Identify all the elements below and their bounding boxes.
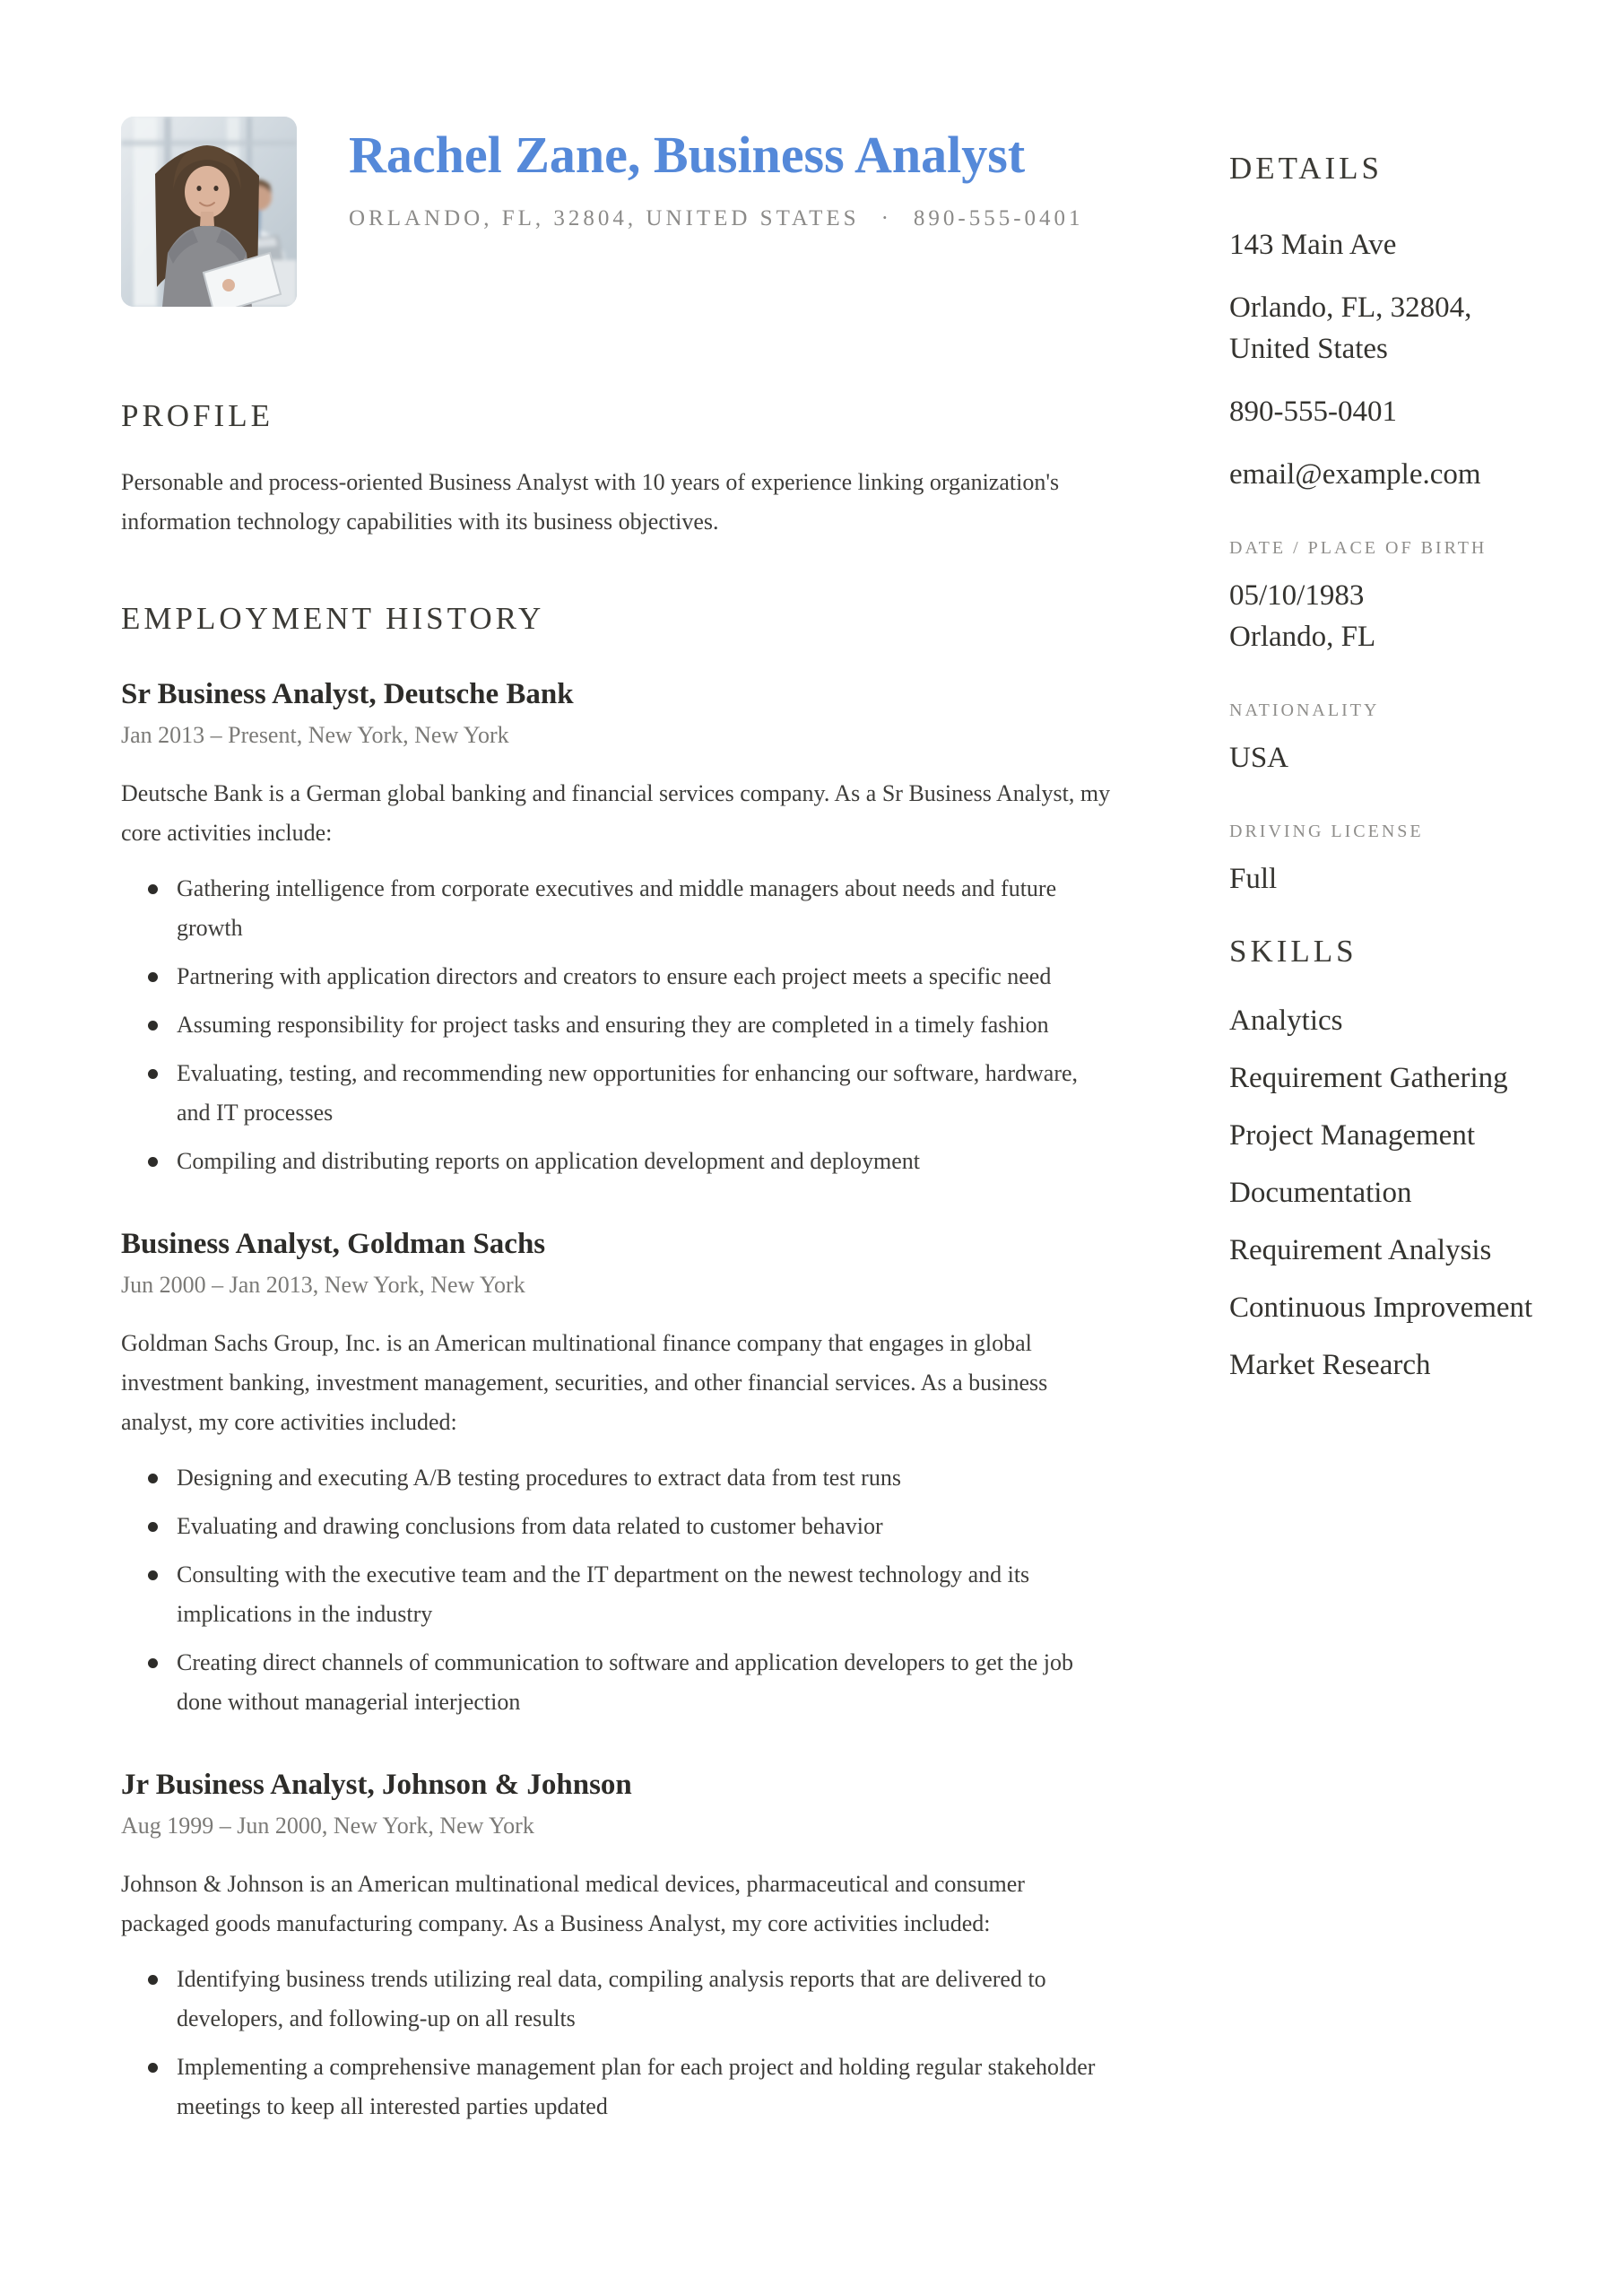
bullet-item: Designing and executing A/B testing procedures to extract data from test runs bbox=[121, 1458, 1116, 1498]
job-dates-location: Jan 2013 – Present, New York, New York bbox=[121, 722, 509, 748]
skill-item: Continuous Improvement bbox=[1229, 1292, 1533, 1324]
job-description: Deutsche Bank is a German global banking and financial services company. As a Sr Business Analyst, my core activities include: bbox=[121, 780, 1111, 846]
bullet-item: Assuming responsibility for project tasks and ensuring they are completed in a timely fashion bbox=[121, 1005, 1116, 1045]
bullet-item: Evaluating and drawing conclusions from data related to customer behavior bbox=[121, 1507, 1116, 1546]
main-column bbox=[121, 117, 1152, 2135]
header-subtitle bbox=[349, 206, 1084, 231]
bullet-item: Partnering with application directors and creators to ensure each project meets a specific need bbox=[121, 957, 1116, 996]
profile-text: Personable and process-oriented Business Analyst with 10 years of experience linking organization's information technology capabilities with its business objectives. bbox=[121, 469, 1060, 535]
employment-heading: EMPLOYMENT HISTORY bbox=[121, 601, 545, 636]
skill-item: Requirement Gathering bbox=[1229, 1062, 1508, 1094]
skills-list bbox=[1229, 1000, 1559, 1386]
nationality-label: NATIONALITY bbox=[1229, 700, 1380, 720]
job-entry-johnson-johnson bbox=[121, 1769, 1152, 2126]
bullet-item: Identifying business trends utilizing real data, compiling analysis reports that are delivered to developers, and following-up on all results bbox=[121, 1960, 1116, 2039]
job-dates-location: Aug 1999 – Jun 2000, New York, New York bbox=[121, 1813, 534, 1839]
name-title: Rachel Zane, Business Analyst bbox=[349, 126, 1026, 184]
resume-header bbox=[121, 117, 1152, 307]
job-bullet-list bbox=[121, 1960, 1116, 2126]
birth-value bbox=[1229, 575, 1559, 657]
details-heading: DETAILS bbox=[1229, 151, 1383, 186]
skill-item: Market Research bbox=[1229, 1349, 1431, 1381]
bullet-item: Creating direct channels of communication to software and application developers to get the job done without managerial interjection bbox=[121, 1643, 1116, 1722]
job-bullet-list bbox=[121, 869, 1116, 1181]
bullet-item: Gathering intelligence from corporate executives and middle managers about needs and future growth bbox=[121, 869, 1116, 948]
job-title: Sr Business Analyst, Deutsche Bank bbox=[121, 678, 574, 710]
birth-place: Orlando, FL bbox=[1229, 621, 1376, 653]
birth-label: DATE / PLACE OF BIRTH bbox=[1229, 538, 1488, 558]
header-separator-dot: · bbox=[880, 205, 892, 230]
header-text bbox=[349, 117, 1084, 231]
detail-phone: 890-555-0401 bbox=[1229, 396, 1397, 428]
profile-photo bbox=[121, 117, 297, 307]
skill-item: Requirement Analysis bbox=[1229, 1234, 1492, 1266]
profile-heading: PROFILE bbox=[121, 398, 273, 433]
skill-item: Project Management bbox=[1229, 1119, 1475, 1152]
detail-address-line2: Orlando, FL, 32804, United States bbox=[1229, 291, 1472, 365]
job-bullet-list bbox=[121, 1458, 1116, 1722]
header-location: ORLANDO, FL, 32804, UNITED STATES bbox=[349, 205, 860, 230]
job-title: Business Analyst, Goldman Sachs bbox=[121, 1228, 546, 1260]
driving-license-value: Full bbox=[1229, 863, 1278, 895]
header-phone: 890-555-0401 bbox=[913, 205, 1084, 230]
job-entry-deutsche-bank bbox=[121, 678, 1152, 1181]
skills-heading: SKILLS bbox=[1229, 934, 1357, 969]
skill-item: Documentation bbox=[1229, 1177, 1412, 1209]
skill-item: Analytics bbox=[1229, 1004, 1343, 1037]
bullet-item: Implementing a comprehensive management plan for each project and holding regular stakeholder meetings to keep all interested parties updated bbox=[121, 2048, 1116, 2126]
driving-license-label: DRIVING LICENSE bbox=[1229, 822, 1424, 841]
bullet-item: Consulting with the executive team and the IT department on the newest technology and its implications in the industry bbox=[121, 1555, 1116, 1634]
bullet-item: Compiling and distributing reports on application development and deployment bbox=[121, 1142, 1116, 1181]
job-dates-location: Jun 2000 – Jan 2013, New York, New York bbox=[121, 1272, 525, 1298]
job-description: Goldman Sachs Group, Inc. is an American multinational finance company that engages in global investment banking, investment management, securities, and other financial services. As a business analyst, my core activities included: bbox=[121, 1330, 1048, 1435]
job-entry-goldman-sachs bbox=[121, 1228, 1152, 1722]
profile-photo-illustration bbox=[121, 117, 297, 307]
nationality-value: USA bbox=[1229, 742, 1289, 774]
detail-address-line1: 143 Main Ave bbox=[1229, 229, 1397, 261]
side-column bbox=[1229, 117, 1559, 2135]
job-description: Johnson & Johnson is an American multinational medical devices, pharmaceutical and consumer packaged goods manufacturing company. As a Business Analyst, my core activities included: bbox=[121, 1871, 1025, 1936]
profile-section bbox=[121, 398, 1152, 542]
employment-section bbox=[121, 601, 1152, 2126]
job-title: Jr Business Analyst, Johnson & Johnson bbox=[121, 1769, 632, 1801]
bullet-item: Evaluating, testing, and recommending new opportunities for enhancing our software, hardware, and IT processes bbox=[121, 1054, 1116, 1133]
birth-date: 05/10/1983 bbox=[1229, 579, 1365, 612]
detail-email: email@example.com bbox=[1229, 458, 1481, 491]
